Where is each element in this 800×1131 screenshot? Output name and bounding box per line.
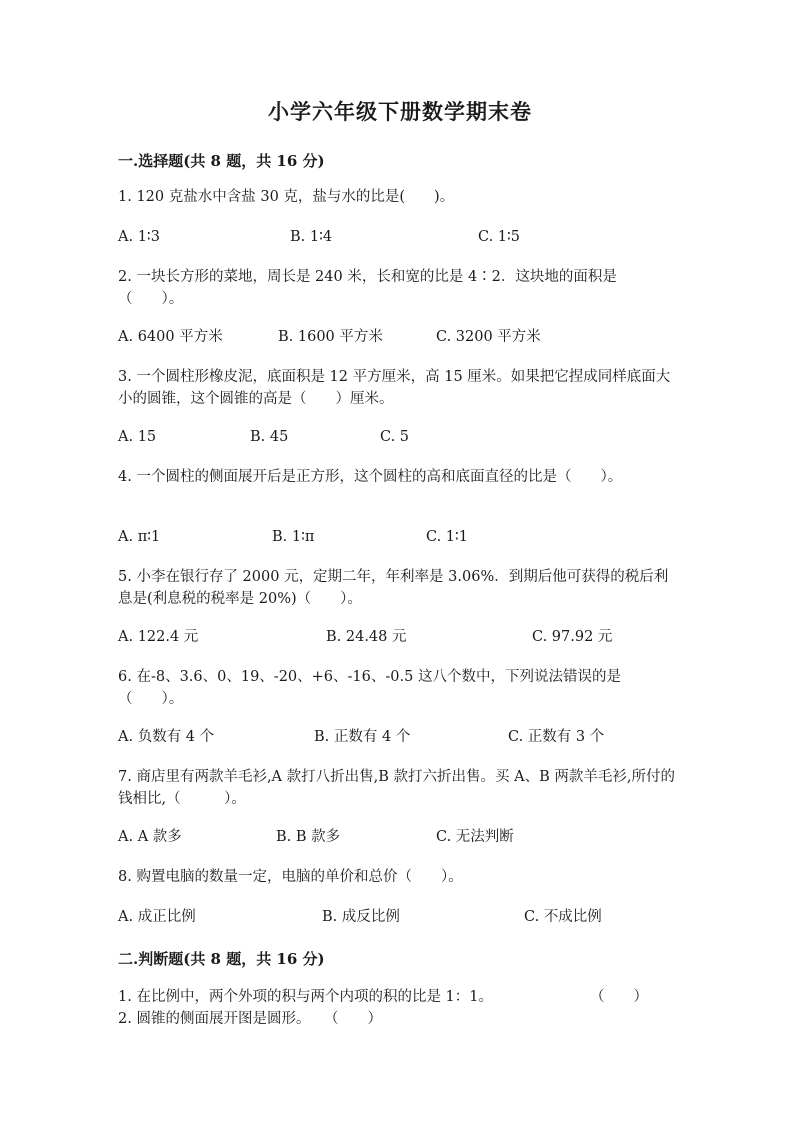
question-1-options xyxy=(118,226,698,248)
judgement-1-answer-blank[interactable]: （ ） xyxy=(590,989,648,1005)
option-b[interactable]: B. 成反比例 xyxy=(322,909,400,925)
judgement-1 xyxy=(118,986,678,1008)
question-8: 8. 购置电脑的数量一定，电脑的单价和总价（ ）。 xyxy=(118,869,463,885)
question-7: 7. 商店里有两款羊毛衫,A 款打八折出售,B 款打六折出售。买 A、B 两款羊毛衫,所付的钱相比,（ ）。 xyxy=(118,769,675,807)
option-a[interactable]: A. 负数有 4 个 xyxy=(118,729,215,745)
option-a[interactable]: A. 成正比例 xyxy=(118,909,196,925)
option-c[interactable]: C. 无法判断 xyxy=(436,829,514,845)
option-b[interactable]: B. 1∶π xyxy=(272,529,315,545)
judgement-2-answer-blank[interactable]: （ ） xyxy=(324,1011,382,1027)
question-2: 2. 一块长方形的菜地，周长是 240 米，长和宽的比是 4∶2．这块地的面积是（ ）。 xyxy=(118,269,617,307)
question-6: 6. 在-8、3.6、0、19、-20、+6、-16、-0.5 这八个数中，下列说法错误的是（ ）。 xyxy=(118,669,621,707)
option-a[interactable]: A. 1∶3 xyxy=(118,229,160,245)
question-5: 5. 小李在银行存了 2000 元，定期二年，年利率是 3.06%．到期后他可获得的税后利息是(利息税的税率是 20%)（ ）。 xyxy=(118,569,669,607)
question-7-options xyxy=(118,826,698,848)
option-b[interactable]: B. 24.48 元 xyxy=(326,629,407,645)
question-6-options xyxy=(118,726,698,748)
section-judge-heading: 二.判断题(共 8 题，共 16 分) xyxy=(118,950,325,968)
judgement-2-text: 2. 圆锥的侧面展开图是圆形。 xyxy=(118,1011,311,1027)
option-a[interactable]: A. 122.4 元 xyxy=(118,629,199,645)
question-1: 1. 120 克盐水中含盐 30 克，盐与水的比是( )。 xyxy=(118,189,455,205)
option-a[interactable]: A. A 款多 xyxy=(118,829,182,845)
question-8-options xyxy=(118,906,698,928)
question-5-options xyxy=(118,626,698,648)
option-c[interactable]: C. 1∶5 xyxy=(478,229,521,245)
question-4: 4. 一个圆柱的侧面展开后是正方形，这个圆柱的高和底面直径的比是（ ）。 xyxy=(118,469,623,485)
section-choice-heading: 一.选择题(共 8 题，共 16 分) xyxy=(118,152,325,170)
option-b[interactable]: B. 45 xyxy=(250,429,289,445)
question-4-options xyxy=(118,526,698,548)
question-2-options xyxy=(118,326,698,348)
option-a[interactable]: A. 15 xyxy=(118,429,157,445)
option-c[interactable]: C. 正数有 3 个 xyxy=(508,729,605,745)
page-title: 小学六年级下册数学期末卷 xyxy=(268,99,532,124)
option-c[interactable]: C. 1∶1 xyxy=(426,529,469,545)
option-c[interactable]: C. 不成比例 xyxy=(524,909,602,925)
judgement-2 xyxy=(118,1008,678,1030)
option-b[interactable]: B. B 款多 xyxy=(276,829,341,845)
option-b[interactable]: B. 1600 平方米 xyxy=(278,329,383,345)
judgement-1-text: 1. 在比例中，两个外项的积与两个内项的积的比是 1：1。 xyxy=(118,989,494,1005)
question-3-options xyxy=(118,426,698,448)
option-a[interactable]: A. π∶1 xyxy=(118,529,161,545)
option-c[interactable]: C. 97.92 元 xyxy=(532,629,613,645)
option-b[interactable]: B. 1∶4 xyxy=(290,229,333,245)
option-c[interactable]: C. 3200 平方米 xyxy=(436,329,541,345)
option-c[interactable]: C. 5 xyxy=(380,429,410,445)
option-b[interactable]: B. 正数有 4 个 xyxy=(314,729,411,745)
question-3: 3. 一个圆柱形橡皮泥，底面积是 12 平方厘米，高 15 厘米。如果把它捏成同样底面大小的圆锥，这个圆锥的高是（ ）厘米。 xyxy=(118,369,671,407)
option-a[interactable]: A. 6400 平方米 xyxy=(118,329,223,345)
